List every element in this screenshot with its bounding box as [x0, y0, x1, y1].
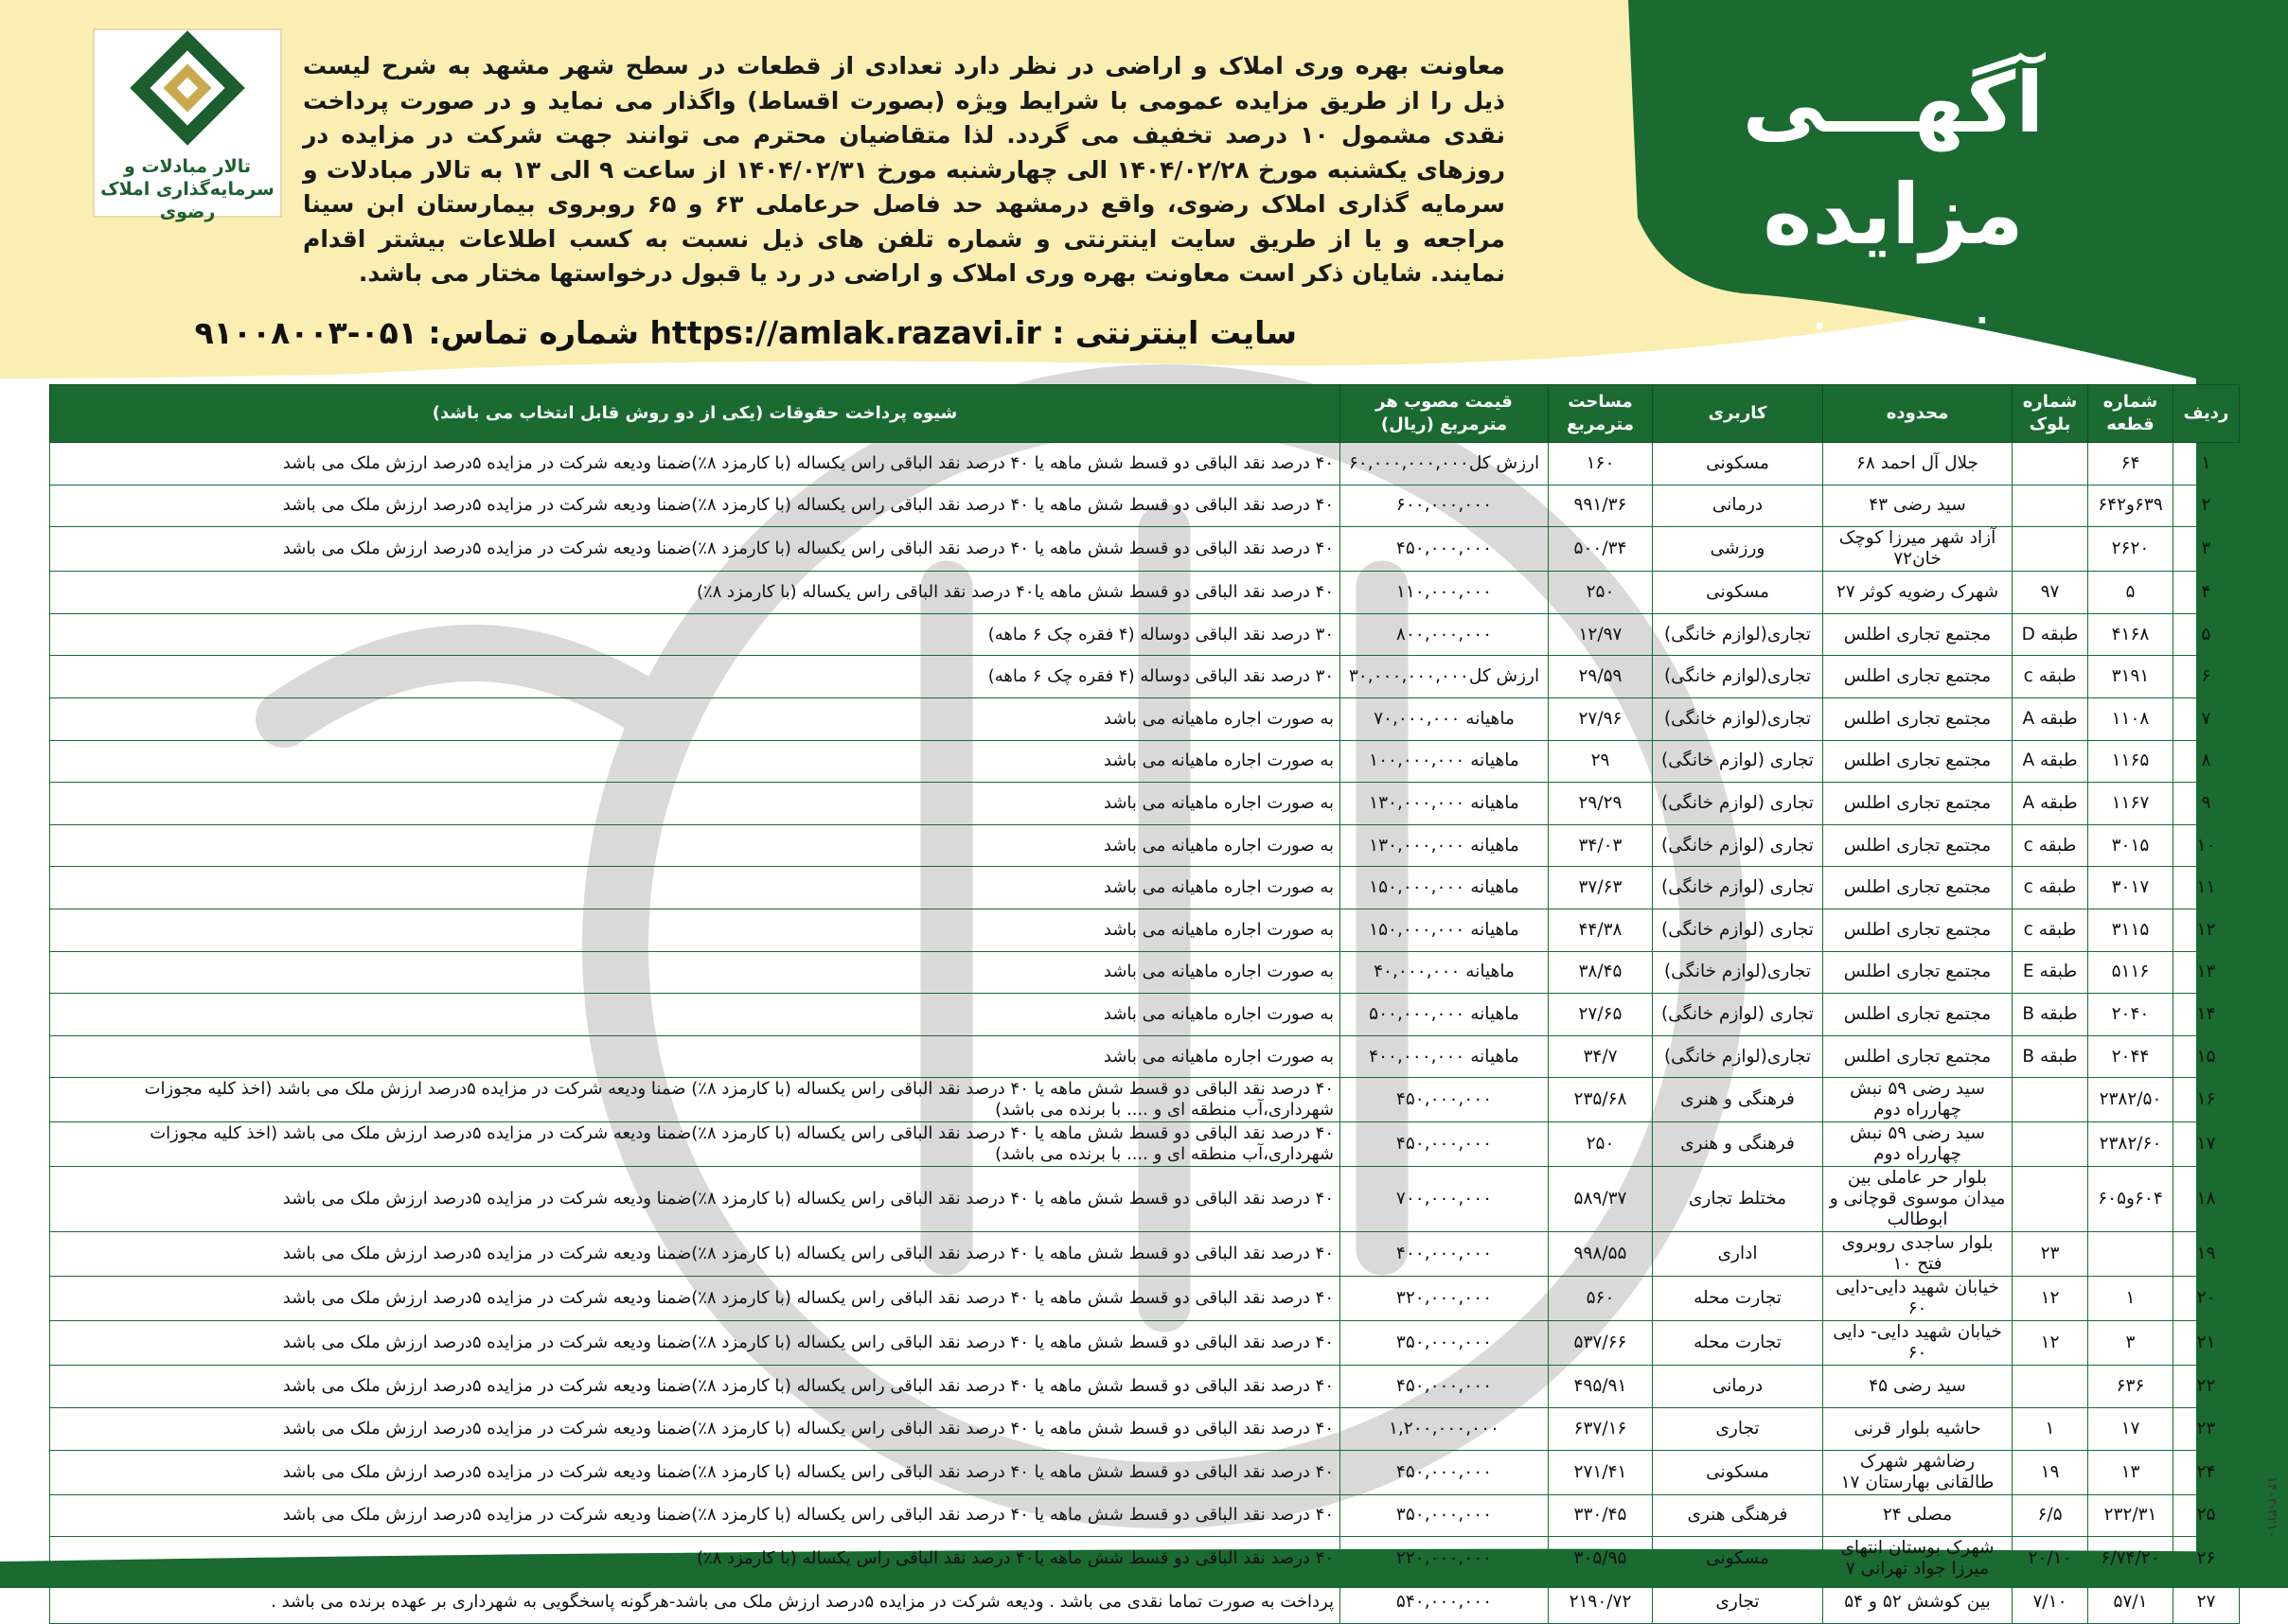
col-block-number-cell: طبقه A: [2013, 740, 2088, 783]
col-row-number-cell: ۲۰: [2173, 1277, 2240, 1321]
col-area-cell: مجتمع تجاری اطلس: [1823, 740, 2013, 783]
col-usage-cell: تجاری(لوازم خانگی): [1653, 613, 1823, 656]
col-payment-terms-cell: ۴۰ درصد نقد الباقی دو قسط شش ماهه یا۴۰ درصد نقد الباقی راس یکساله (با کارمزد ۸٪): [50, 572, 1340, 614]
col-block-number-cell: طبقه B: [2013, 1035, 2088, 1078]
col-price-cell: ۴۵۰,۰۰۰,۰۰۰: [1340, 1078, 1549, 1122]
col-area-cell: جلال آل احمد ۶۸: [1823, 443, 2013, 485]
table-row: [50, 909, 2240, 951]
col-block-number-cell: ۱: [2013, 1407, 2088, 1450]
table-row: [50, 1232, 2240, 1277]
title-line1: آگهـــی: [1742, 54, 2045, 151]
col-plot-number-cell: ۶۰۴و۶۰۵: [2088, 1167, 2173, 1232]
col-block-number-cell: ۲۳: [2013, 1232, 2088, 1277]
col-price-cell: ۳۵۰,۰۰۰,۰۰۰: [1340, 1494, 1549, 1537]
col-row-number-cell: ۱۹: [2173, 1232, 2240, 1277]
col-block-number-cell: ۷/۱۰: [2013, 1581, 2088, 1624]
col-price-cell: ماهیانه ۱۵۰,۰۰۰,۰۰۰: [1340, 867, 1549, 909]
col-price-cell: ۴۵۰,۰۰۰,۰۰۰: [1340, 1366, 1549, 1408]
col-area-cell: مصلی ۲۴: [1823, 1494, 2013, 1537]
col-block-number-cell: ۱۲: [2013, 1321, 2088, 1366]
col-plot-number-cell: ۲۳۸۲/۶۰: [2088, 1122, 2173, 1167]
col-size-cell: ۵۸۹/۳۷: [1549, 1167, 1653, 1232]
col-price-cell: ۱۱۰,۰۰۰,۰۰۰: [1340, 572, 1549, 614]
table-header-row: [50, 385, 2240, 443]
col-plot-number-cell: ۵: [2088, 572, 2173, 614]
col-usage-cell: مسکونی: [1653, 572, 1823, 614]
col-row-number-cell: ۲۲: [2173, 1366, 2240, 1408]
col-plot-number-cell: ۱۳: [2088, 1450, 2173, 1494]
col-usage-cell: ورزشی: [1653, 527, 1823, 572]
col-size-cell: ۵۳۷/۶۶: [1549, 1321, 1653, 1366]
col-usage-cell: تجارت محله: [1653, 1321, 1823, 1366]
col-usage-cell: تجاری (لوازم خانگی): [1653, 824, 1823, 867]
col-block-number-cell: [2013, 1167, 2088, 1232]
header-col-price: قیمت مصوب هر مترمربع (ریال): [1340, 385, 1549, 443]
col-plot-number-cell: ۲۳۸۲/۵۰: [2088, 1078, 2173, 1122]
col-plot-number-cell: ۱۱۶۵: [2088, 740, 2173, 783]
col-payment-terms-cell: به صورت اجاره ماهیانه می باشد: [50, 909, 1340, 951]
col-payment-terms-cell: به صورت اجاره ماهیانه می باشد: [50, 740, 1340, 783]
col-plot-number-cell: ۶۳۶: [2088, 1366, 2173, 1408]
col-payment-terms-cell: ۴۰ درصد نقد الباقی دو قسط شش ماهه یا ۴۰ درصد نقد الباقی راس یکساله (با کارمزد ۸٪)ضمنا ودیعه شرکت در مزایده ۵درصد ارزش ملک می باشد: [50, 1366, 1340, 1408]
col-size-cell: ۹۹۱/۳۶: [1549, 485, 1653, 527]
col-row-number-cell: ۱۶: [2173, 1078, 2240, 1122]
col-block-number-cell: طبقه c: [2013, 656, 2088, 698]
col-size-cell: ۲۷۱/۴۱: [1549, 1450, 1653, 1494]
col-payment-terms-cell: ۴۰ درصد نقد الباقی دو قسط شش ماهه یا ۴۰ درصد نقد الباقی راس یکساله (با کارمزد ۸٪)ضمنا ودیعه شرکت در مزایده ۵درصد ارزش ملک می باشد: [50, 1494, 1340, 1537]
col-size-cell: ۲۵۰: [1549, 572, 1653, 614]
table-row: [50, 656, 2240, 698]
col-row-number-cell: ۱۷: [2173, 1122, 2240, 1167]
col-area-cell: مجتمع تجاری اطلس: [1823, 951, 2013, 994]
col-block-number-cell: [2013, 1366, 2088, 1408]
col-price-cell: ۵۴۰,۰۰۰,۰۰۰: [1340, 1581, 1549, 1624]
col-price-cell: ۴۵۰,۰۰۰,۰۰۰: [1340, 1450, 1549, 1494]
col-usage-cell: فرهنگی هنری: [1653, 1494, 1823, 1537]
col-area-cell: مجتمع تجاری اطلس: [1823, 909, 2013, 951]
col-size-cell: ۱۲/۹۷: [1549, 613, 1653, 656]
col-block-number-cell: طبقه B: [2013, 994, 2088, 1036]
col-plot-number-cell: ۱: [2088, 1277, 2173, 1321]
col-usage-cell: اداری: [1653, 1232, 1823, 1277]
col-payment-terms-cell: به صورت اجاره ماهیانه می باشد: [50, 824, 1340, 867]
col-plot-number-cell: ۳۰۱۵: [2088, 824, 2173, 867]
col-row-number-cell: ۲۶: [2173, 1537, 2240, 1581]
col-row-number-cell: ۴: [2173, 572, 2240, 614]
table-row: [50, 1537, 2240, 1581]
col-row-number-cell: ۱۴: [2173, 994, 2240, 1036]
col-area-cell: آزاد شهر میرزا کوچک خان۷۲: [1823, 527, 2013, 572]
col-area-cell: بلوار ساجدی روبروی فتح ۱۰: [1823, 1232, 2013, 1277]
col-payment-terms-cell: ۴۰ درصد نقد الباقی دو قسط شش ماهه یا ۴۰ درصد نقد الباقی راس یکساله (با کارمزد ۸٪)ضمنا ودیعه شرکت در مزایده ۵درصد ارزش ملک می باشد: [50, 1232, 1340, 1277]
col-usage-cell: تجاری: [1653, 1407, 1823, 1450]
col-payment-terms-cell: به صورت اجاره ماهیانه می باشد: [50, 697, 1340, 740]
col-area-cell: مجتمع تجاری اطلس: [1823, 783, 2013, 825]
col-usage-cell: تجاری: [1653, 1581, 1823, 1624]
col-usage-cell: تجاری (لوازم خانگی): [1653, 867, 1823, 909]
col-payment-terms-cell: ۴۰ درصد نقد الباقی دو قسط شش ماهه یا ۴۰ درصد نقد الباقی راس یکساله (با کارمزد ۸٪)ضمنا ودیعه شرکت در مزایده ۵درصد ارزش ملک می باشد: [50, 527, 1340, 572]
logo-text-line1: تالار مبادلات و: [123, 156, 252, 177]
col-area-cell: شهرک رضویه کوثر ۲۷: [1823, 572, 2013, 614]
table-row: [50, 1407, 2240, 1450]
col-area-cell: بلوار حر عاملی بین میدان موسوی قوچانی و ابوطالب: [1823, 1167, 2013, 1232]
col-size-cell: ۳۸/۴۵: [1549, 951, 1653, 994]
col-area-cell: خیابان شهید دایی-دایی ۶۰: [1823, 1277, 2013, 1321]
col-plot-number-cell: ۳۱۹۱: [2088, 656, 2173, 698]
col-size-cell: ۲۷/۹۶: [1549, 697, 1653, 740]
col-price-cell: ۳۲۰,۰۰۰,۰۰۰: [1340, 1277, 1549, 1321]
col-block-number-cell: طبقه c: [2013, 909, 2088, 951]
col-payment-terms-cell: پرداخت به صورت تماما نقدی می باشد . ودیعه شرکت در مزایده ۵درصد ارزش ملک می باشد-هرگونه پاسخگویی به شهرداری بر عهده برنده می باشد .: [50, 1581, 1340, 1624]
header-col-plot-number: شماره قطعه: [2088, 385, 2173, 443]
col-price-cell: ۶۰۰,۰۰۰,۰۰۰: [1340, 485, 1549, 527]
col-price-cell: ماهیانه ۱۰۰,۰۰۰,۰۰۰: [1340, 740, 1549, 783]
col-plot-number-cell: ۲۶۲۰: [2088, 527, 2173, 572]
col-block-number-cell: [2013, 485, 2088, 527]
col-row-number-cell: ۲۷: [2173, 1581, 2240, 1624]
col-size-cell: ۹۹۸/۵۵: [1549, 1232, 1653, 1277]
col-size-cell: ۲۹/۲۹: [1549, 783, 1653, 825]
col-row-number-cell: ۲۵: [2173, 1494, 2240, 1537]
col-area-cell: سید رضی ۵۹ نبش چهارراه دوم: [1823, 1078, 2013, 1122]
col-plot-number-cell: ۲۳۲/۳۱: [2088, 1494, 2173, 1537]
col-payment-terms-cell: به صورت اجاره ماهیانه می باشد: [50, 994, 1340, 1036]
col-usage-cell: درمانی: [1653, 485, 1823, 527]
col-usage-cell: فرهنگی و هنری: [1653, 1078, 1823, 1122]
header-col-size: مساحت مترمربع: [1549, 385, 1653, 443]
header-col-usage: کاربری: [1653, 385, 1823, 443]
col-block-number-cell: ۲۰/۱۰: [2013, 1537, 2088, 1581]
col-usage-cell: تجاری (لوازم خانگی): [1653, 783, 1823, 825]
col-usage-cell: درمانی: [1653, 1366, 1823, 1408]
header-col-block-number: شماره بلوک: [2013, 385, 2088, 443]
col-area-cell: مجتمع تجاری اطلس: [1823, 867, 2013, 909]
col-plot-number-cell: ۲۰۴۰: [2088, 994, 2173, 1036]
col-area-cell: سید رضی ۴۵: [1823, 1366, 2013, 1408]
col-block-number-cell: [2013, 1122, 2088, 1167]
col-price-cell: ماهیانه ۴۰۰,۰۰۰,۰۰۰: [1340, 1035, 1549, 1078]
col-size-cell: ۴۴/۳۸: [1549, 909, 1653, 951]
col-usage-cell: تجارت محله: [1653, 1277, 1823, 1321]
col-payment-terms-cell: ۳۰ درصد نقد الباقی دوساله (۴ فقره چک ۶ ماهه): [50, 613, 1340, 656]
col-block-number-cell: طبقه c: [2013, 824, 2088, 867]
col-size-cell: ۴۹۵/۹۱: [1549, 1366, 1653, 1408]
col-size-cell: ۳۴/۰۳: [1549, 824, 1653, 867]
col-area-cell: سید رضی ۵۹ نبش چهارراه دوم: [1823, 1122, 2013, 1167]
col-price-cell: ماهیانه ۱۳۰,۰۰۰,۰۰۰: [1340, 783, 1549, 825]
col-payment-terms-cell: ۴۰ درصد نقد الباقی دو قسط شش ماهه یا ۴۰ درصد نقد الباقی راس یکساله (با کارمزد ۸٪)ضمنا ودیعه شرکت در مزایده ۵درصد ارزش ملک می باشد: [50, 1321, 1340, 1366]
col-size-cell: ۳۷/۶۳: [1549, 867, 1653, 909]
header-col-area: محدوده: [1823, 385, 2013, 443]
col-price-cell: ۱,۲۰۰,۰۰۰,۰۰۰: [1340, 1407, 1549, 1450]
col-size-cell: ۵۶۰: [1549, 1277, 1653, 1321]
col-price-cell: ارزش کل۶۰,۰۰۰,۰۰۰,۰۰۰: [1340, 443, 1549, 485]
table-row: [50, 1035, 2240, 1078]
table-row: [50, 1450, 2240, 1494]
col-price-cell: ۳۵۰,۰۰۰,۰۰۰: [1340, 1321, 1549, 1366]
col-payment-terms-cell: ۴۰ درصد نقد الباقی دو قسط شش ماهه یا ۴۰ درصد نقد الباقی راس یکساله (با کارمزد ۸٪)ضمنا ودیعه شرکت در مزایده ۵درصد ارزش ملک می باشد: [50, 485, 1340, 527]
col-plot-number-cell: ۶۴: [2088, 443, 2173, 485]
col-usage-cell: تجاری(لوازم خانگی): [1653, 697, 1823, 740]
col-area-cell: حاشیه بلوار قرنی: [1823, 1407, 2013, 1450]
col-size-cell: ۲۷/۶۵: [1549, 994, 1653, 1036]
col-payment-terms-cell: به صورت اجاره ماهیانه می باشد: [50, 783, 1340, 825]
col-size-cell: ۳۰۵/۹۵: [1549, 1537, 1653, 1581]
col-size-cell: ۵۰۰/۳۴: [1549, 527, 1653, 572]
header-col-payment-terms: شیوه پرداخت حقوقات (یکی از دو روش قابل انتخاب می باشد): [50, 385, 1340, 443]
col-size-cell: ۲۳۵/۶۸: [1549, 1078, 1653, 1122]
col-payment-terms-cell: به صورت اجاره ماهیانه می باشد: [50, 867, 1340, 909]
table-body: [50, 443, 2240, 1624]
col-block-number-cell: طبقه A: [2013, 783, 2088, 825]
table-row: [50, 485, 2240, 527]
col-block-number-cell: ۶/۵: [2013, 1494, 2088, 1537]
table-row: [50, 443, 2240, 485]
col-plot-number-cell: [2088, 1232, 2173, 1277]
col-row-number-cell: ۸: [2173, 740, 2240, 783]
col-price-cell: ارزش کل۳۰,۰۰۰,۰۰۰,۰۰۰: [1340, 656, 1549, 698]
col-payment-terms-cell: ۴۰ درصد نقد الباقی دو قسط شش ماهه یا ۴۰ درصد نقد الباقی راس یکساله (با کارمزد ۸٪)ضمنا ودیعه شرکت در مزایده ۵درصد ارزش ملک می باشد: [50, 1450, 1340, 1494]
col-payment-terms-cell: به صورت اجاره ماهیانه می باشد: [50, 1035, 1340, 1078]
table-row: [50, 994, 2240, 1036]
col-area-cell: بین کوشش ۵۲ و ۵۴: [1823, 1581, 2013, 1624]
col-area-cell: رضاشهر شهرک طالقانی بهارستان ۱۷: [1823, 1450, 2013, 1494]
col-area-cell: خیابان شهید دایی- دایی ۶۰: [1823, 1321, 2013, 1366]
table-row: [50, 1167, 2240, 1232]
col-plot-number-cell: ۱۷: [2088, 1407, 2173, 1450]
col-block-number-cell: ۱۲: [2013, 1277, 2088, 1321]
col-price-cell: ۲۲۰,۰۰۰,۰۰۰: [1340, 1537, 1549, 1581]
col-usage-cell: مسکونی: [1653, 1450, 1823, 1494]
col-area-cell: شهرک بوستان انتهای میرزا جواد تهرانی ۷: [1823, 1537, 2013, 1581]
table-row: [50, 1581, 2240, 1624]
col-size-cell: ۲۱۹۰/۷۲: [1549, 1581, 1653, 1624]
table-row: [50, 697, 2240, 740]
col-block-number-cell: طبقه c: [2013, 867, 2088, 909]
col-row-number-cell: ۲۳: [2173, 1407, 2240, 1450]
table-row: [50, 1321, 2240, 1366]
table-row: [50, 783, 2240, 825]
col-payment-terms-cell: ۴۰ درصد نقد الباقی دو قسط شش ماهه یا ۴۰ درصد نقد الباقی راس یکساله (با کارمزد ۸٪)ضمنا ودیعه شرکت در مزایده ۵درصد ارزش ملک می باشد: [50, 443, 1340, 485]
col-row-number-cell: ۱۰: [2173, 824, 2240, 867]
notice-title: [1694, 47, 2092, 382]
col-area-cell: مجتمع تجاری اطلس: [1823, 994, 2013, 1036]
col-price-cell: ماهیانه ۷۰,۰۰۰,۰۰۰: [1340, 697, 1549, 740]
col-usage-cell: مختلط تجاری: [1653, 1167, 1823, 1232]
col-price-cell: ۷۰۰,۰۰۰,۰۰۰: [1340, 1167, 1549, 1232]
col-area-cell: مجتمع تجاری اطلس: [1823, 824, 2013, 867]
col-size-cell: ۲۹/۵۹: [1549, 656, 1653, 698]
col-payment-terms-cell: ۴۰ درصد نقد الباقی دو قسط شش ماهه یا ۴۰ درصد نقد الباقی راس یکساله (با کارمزد ۸٪)ضمنا ودیعه شرکت در مزایده ۵درصد ارزش ملک می باشد: [50, 1407, 1340, 1450]
intro-paragraph: معاونت بهره وری املاک و اراضی در نظر دارد تعدادی از قطعات در سطح شهر مشهد به شرح لیست ذیل را از طریق مزایده عمومی با شرایط ویژه (بصورت اقساط) واگذار می نماید و در صورت پرداخت نقدی مشمول ۱۰ درصد تخفیف می گردد. لذا متقاضیان محترم می توانند جهت شرکت در مزایده در روزهای یکشنبه مورخ ۱۴۰۴/۰۲/۲۸ الی چهارشنبه مورخ ۱۴۰۴/۰۲/۳۱ از ساعت ۹ الی ۱۳ به تالار مبادلات و سرمایه گذاری املاک رضوی، واقع درمشهد حد فاصل حرعاملی ۶۳ و ۶۵ روبروی بیمارستان ابن سینا مراجعه و یا از طریق سایت اینترنتی و شماره تلفن های ذیل نسبت به کسب اطلاعات بیشتر اقدام نمایند. شایان ذکر است معاونت بهره وری املاک و اراضی در رد یا قبول درخواستها مختار می باشد.: [303, 52, 1505, 287]
col-row-number-cell: ۱۵: [2173, 1035, 2240, 1078]
table-row: [50, 740, 2240, 783]
col-row-number-cell: ۱۲: [2173, 909, 2240, 951]
col-size-cell: ۲۵۰: [1549, 1122, 1653, 1167]
col-usage-cell: تجاری (لوازم خانگی): [1653, 740, 1823, 783]
table-row: [50, 1494, 2240, 1537]
title-line2: مزایده زمین: [1763, 166, 2024, 375]
col-row-number-cell: ۱۸: [2173, 1167, 2240, 1232]
logo-emblem-icon: [95, 30, 280, 153]
col-price-cell: ۴۰۰,۰۰۰,۰۰۰: [1340, 1232, 1549, 1277]
col-block-number-cell: طبقه D: [2013, 613, 2088, 656]
col-price-cell: ۴۵۰,۰۰۰,۰۰۰: [1340, 1122, 1549, 1167]
col-row-number-cell: ۵: [2173, 613, 2240, 656]
col-plot-number-cell: ۵۱۱۶: [2088, 951, 2173, 994]
col-price-cell: ۸۰۰,۰۰۰,۰۰۰: [1340, 613, 1549, 656]
col-row-number-cell: ۹: [2173, 783, 2240, 825]
col-plot-number-cell: ۱۱۶۷: [2088, 783, 2173, 825]
col-size-cell: ۱۶۰: [1549, 443, 1653, 485]
col-usage-cell: مسکونی: [1653, 443, 1823, 485]
col-block-number-cell: طبقه A: [2013, 697, 2088, 740]
header-col-row-number: ردیف: [2173, 385, 2240, 443]
col-price-cell: ۴۵۰,۰۰۰,۰۰۰: [1340, 527, 1549, 572]
col-plot-number-cell: ۱۱۰۸: [2088, 697, 2173, 740]
col-area-cell: سید رضی ۴۳: [1823, 485, 2013, 527]
col-row-number-cell: ۶: [2173, 656, 2240, 698]
col-price-cell: ماهیانه ۵۰۰,۰۰۰,۰۰۰: [1340, 994, 1549, 1036]
col-payment-terms-cell: به صورت اجاره ماهیانه می باشد: [50, 951, 1340, 994]
table-row: [50, 1277, 2240, 1321]
table-row: [50, 1122, 2240, 1167]
col-size-cell: ۲۹: [1549, 740, 1653, 783]
col-block-number-cell: [2013, 527, 2088, 572]
col-row-number-cell: ۲۱: [2173, 1321, 2240, 1366]
col-area-cell: مجتمع تجاری اطلس: [1823, 1035, 2013, 1078]
col-area-cell: مجتمع تجاری اطلس: [1823, 656, 2013, 698]
col-row-number-cell: ۱۳: [2173, 951, 2240, 994]
col-usage-cell: مسکونی: [1653, 1537, 1823, 1581]
col-plot-number-cell: ۵۷/۱: [2088, 1581, 2173, 1624]
col-block-number-cell: طبقه E: [2013, 951, 2088, 994]
col-payment-terms-cell: ۳۰ درصد نقد الباقی دوساله (۴ فقره چک ۶ ماهه): [50, 656, 1340, 698]
contact-line: سایت اینترنتی : https://amlak.razavi.ir شماره تماس: ۰۵۱-۹۱۰۰۸۰۰۳: [194, 314, 1297, 351]
col-price-cell: ماهیانه ۴۰,۰۰۰,۰۰۰: [1340, 951, 1549, 994]
col-usage-cell: فرهنگی و هنری: [1653, 1122, 1823, 1167]
col-price-cell: ماهیانه ۱۵۰,۰۰۰,۰۰۰: [1340, 909, 1549, 951]
col-row-number-cell: ۷: [2173, 697, 2240, 740]
logo: [93, 28, 282, 222]
col-plot-number-cell: ۶۳۹و۶۴۲: [2088, 485, 2173, 527]
col-plot-number-cell: ۳: [2088, 1321, 2173, 1366]
col-block-number-cell: ۱۹: [2013, 1450, 2088, 1494]
col-plot-number-cell: ۶/۷۴/۲۰: [2088, 1537, 2173, 1581]
table-row: [50, 824, 2240, 867]
table-row: [50, 867, 2240, 909]
col-plot-number-cell: ۲۰۴۴: [2088, 1035, 2173, 1078]
col-usage-cell: تجاری (لوازم خانگی): [1653, 909, 1823, 951]
col-size-cell: ۶۳۷/۱۶: [1549, 1407, 1653, 1450]
col-block-number-cell: [2013, 443, 2088, 485]
col-plot-number-cell: ۳۰۱۷: [2088, 867, 2173, 909]
table-row: [50, 1078, 2240, 1122]
col-row-number-cell: ۲: [2173, 485, 2240, 527]
table-row: [50, 527, 2240, 572]
col-row-number-cell: ۱۱: [2173, 867, 2240, 909]
col-payment-terms-cell: ۴۰ درصد نقد الباقی دو قسط شش ماهه یا ۴۰ درصد نقد الباقی راس یکساله (با کارمزد ۸٪)ضمنا ودیعه شرکت در مزایده ۵درصد ارزش ملک می باشد: [50, 1277, 1340, 1321]
col-payment-terms-cell: ۴۰ درصد نقد الباقی دو قسط شش ماهه یا ۴۰ درصد نقد الباقی راس یکساله (با کارمزد ۸٪) ضمنا ودیعه شرکت در مزایده ۵درصد ارزش ملک می باشد (اخذ کلیه مجوزات شهرداری،آب منطقه ای و .... با برنده می باشد): [50, 1078, 1340, 1122]
logo-text: [95, 155, 280, 223]
col-area-cell: مجتمع تجاری اطلس: [1823, 613, 2013, 656]
auction-table: [49, 384, 2240, 1624]
col-payment-terms-cell: ۴۰ درصد نقد الباقی دو قسط شش ماهه یا ۴۰ درصد نقد الباقی راس یکساله (با کارمزد ۸٪)ضمنا ودیعه شرکت در مزایده ۵درصد ارزش ملک می باشد (اخذ کلیه مجوزات شهرداری،آب منطقه ای و .... با برنده می باشد): [50, 1122, 1340, 1167]
col-block-number-cell: ۹۷: [2013, 572, 2088, 614]
col-size-cell: ۳۴/۷: [1549, 1035, 1653, 1078]
col-size-cell: ۳۳۰/۴۵: [1549, 1494, 1653, 1537]
col-plot-number-cell: ۴۱۶۸: [2088, 613, 2173, 656]
col-area-cell: مجتمع تجاری اطلس: [1823, 697, 2013, 740]
table-row: [50, 951, 2240, 994]
table-row: [50, 572, 2240, 614]
side-code: ۱۴۰۴-۳۲۱۰: [2264, 1476, 2279, 1539]
table-row: [50, 613, 2240, 656]
col-payment-terms-cell: ۴۰ درصد نقد الباقی دو قسط شش ماهه یا۴۰ درصد نقد الباقی راس یکساله (با کارمزد ۸٪): [50, 1537, 1340, 1581]
col-usage-cell: تجاری(لوازم خانگی): [1653, 951, 1823, 994]
table-row: [50, 1366, 2240, 1408]
col-plot-number-cell: ۳۱۱۵: [2088, 909, 2173, 951]
col-row-number-cell: ۳: [2173, 527, 2240, 572]
col-price-cell: ماهیانه ۱۳۰,۰۰۰,۰۰۰: [1340, 824, 1549, 867]
col-row-number-cell: ۱: [2173, 443, 2240, 485]
col-payment-terms-cell: ۴۰ درصد نقد الباقی دو قسط شش ماهه یا ۴۰ درصد نقد الباقی راس یکساله (با کارمزد ۸٪)ضمنا ودیعه شرکت در مزایده ۵درصد ارزش ملک می باشد: [50, 1167, 1340, 1232]
logo-text-line2: سرمایه‌گذاری املاک رضوی: [100, 179, 275, 222]
col-usage-cell: تجاری(لوازم خانگی): [1653, 1035, 1823, 1078]
col-usage-cell: تجاری(لوازم خانگی): [1653, 656, 1823, 698]
col-row-number-cell: ۲۴: [2173, 1450, 2240, 1494]
col-usage-cell: تجاری (لوازم خانگی): [1653, 994, 1823, 1036]
col-block-number-cell: [2013, 1078, 2088, 1122]
